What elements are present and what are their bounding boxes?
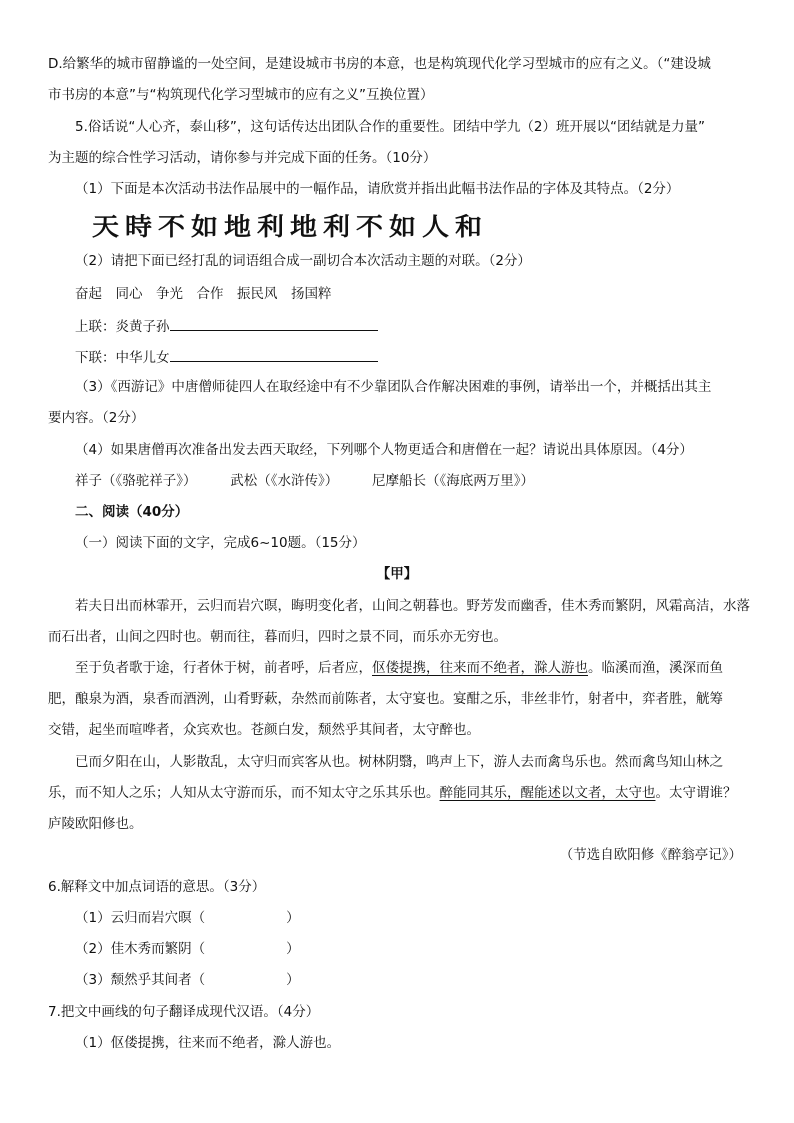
- question-6-item-2: （2）佳木秀而繁阴（ ）: [75, 941, 300, 957]
- question-7-item-1: （1）伛偻提携，往来而不绝者，滁人游也。: [75, 1035, 341, 1051]
- reading-part-1-heading: （一）阅读下面的文字，完成6~10题。（15分）: [75, 535, 366, 551]
- question-6: 6.解释文中加点词语的意思。（3分）: [48, 879, 266, 895]
- question-5-sub-3-line-1: （3）《西游记》中唐僧师徒四人在取经途中有不少靠团队合作解决困难的事例，请举出一个，并概括出其主: [75, 379, 712, 395]
- question-5-sub-2: （2）请把下面已经打乱的词语组合成一副切合本次活动主题的对联。（2分）: [75, 253, 531, 269]
- character-choices: 祥子（《骆驼祥子》） 武松（《水浒传》） 尼摩船长（《海底两万里》）: [75, 473, 534, 489]
- passage-p2-text-a: 至于负者歌于途，行者休于树，前者呼，后者应，: [75, 660, 372, 676]
- lower-couplet-blank[interactable]: [170, 347, 378, 362]
- passage-p2-line-1: [75, 659, 723, 677]
- passage-p3-line-1: 已而夕阳在山，人影散乱，太守归而宾客从也。树林阴翳，鸣声上下，游人去而禽鸟乐也。然而禽鸟知山林之: [75, 754, 723, 770]
- question-5-line-1: 5.俗话说“人心齐，泰山移”，这句话传达出团队合作的重要性。团结中学九（2）班开展以“团结就是力量”: [75, 119, 705, 135]
- passage-source: （节选自欧阳修《醉翁亭记》）: [559, 847, 742, 863]
- section-2-heading: 二、阅读（40分）: [75, 504, 189, 520]
- word-bank: 奋起 同心 争光 合作 振民风 扬国粹: [75, 286, 332, 302]
- lower-couplet-label: 下联：中华儿女: [75, 350, 170, 366]
- underlined-sentence-2: 醉能同其乐，醒能述以文者，太守也: [439, 785, 656, 801]
- passage-p2-line-3: 交错，起坐而喧哗者，众宾欢也。苍颜白发，颓然乎其间者，太守醉也。: [48, 722, 480, 738]
- passage-p3-line-3: 庐陵欧阳修也。: [48, 816, 143, 832]
- option-d-line-1: D.给繁华的城市留静谧的一处空间，是建设城市书房的本意，也是构筑现代化学习型城市的应有之义。（“建设城: [48, 56, 711, 72]
- passage-p1-line-1: 若夫日出而林霏开，云归而岩穴暝，晦明变化者，山间之朝暮也。野芳发而幽香，佳木秀而繁阴，风霜高洁，水落: [75, 598, 750, 614]
- passage-p3-text-a: 乐，而不知人之乐；人知从太守游而乐，而不知太守之乐其乐也。: [48, 785, 440, 801]
- underlined-sentence-1: 伛偻提携，往来而不绝者，滁人游也: [372, 660, 588, 676]
- upper-couplet-blank[interactable]: [170, 316, 378, 331]
- upper-couplet: [75, 316, 378, 336]
- question-7: 7.把文中画线的句子翻译成现代汉语。（4分）: [48, 1004, 320, 1020]
- question-5-sub-1: （1）下面是本次活动书法作品展中的一幅作品，请欣赏并指出此幅书法作品的字体及其特点。（2分）: [75, 181, 680, 197]
- calligraphy-artwork: 天時不如地利地利不如人和: [92, 213, 488, 242]
- passage-jia-title: 【甲】: [376, 566, 418, 582]
- lower-couplet: [75, 347, 378, 367]
- passage-p3-line-2: [48, 784, 737, 802]
- option-d-line-2: 市书房的本意”与“构筑现代化学习型城市的应有之义”互换位置）: [48, 87, 434, 103]
- passage-p3-text-b: 。太守谓谁？: [655, 785, 737, 801]
- passage-p2-line-2: 肥，酿泉为酒，泉香而酒洌，山肴野蔌，杂然而前陈者，太守宴也。宴酣之乐，非丝非竹，射者中，弈者胜，觥筹: [48, 691, 723, 707]
- passage-p2-text-b: 。临溪而渔，溪深而鱼: [588, 660, 723, 676]
- question-6-item-1: （1）云归而岩穴暝（ ）: [75, 910, 300, 926]
- upper-couplet-label: 上联：炎黄子孙: [75, 319, 170, 335]
- question-5-sub-4: （4）如果唐僧再次准备出发去西天取经，下列哪个人物更适合和唐僧在一起？请说出具体原因。（4分）: [75, 442, 693, 458]
- question-6-item-3: （3）颓然乎其间者（ ）: [75, 972, 300, 988]
- question-5-line-2: 为主题的综合性学习活动，请你参与并完成下面的任务。（10分）: [48, 150, 437, 166]
- question-5-sub-3-line-2: 要内容。（2分）: [48, 410, 145, 426]
- passage-p1-line-2: 而石出者，山间之四时也。朝而往，暮而归，四时之景不同，而乐亦无穷也。: [48, 629, 507, 645]
